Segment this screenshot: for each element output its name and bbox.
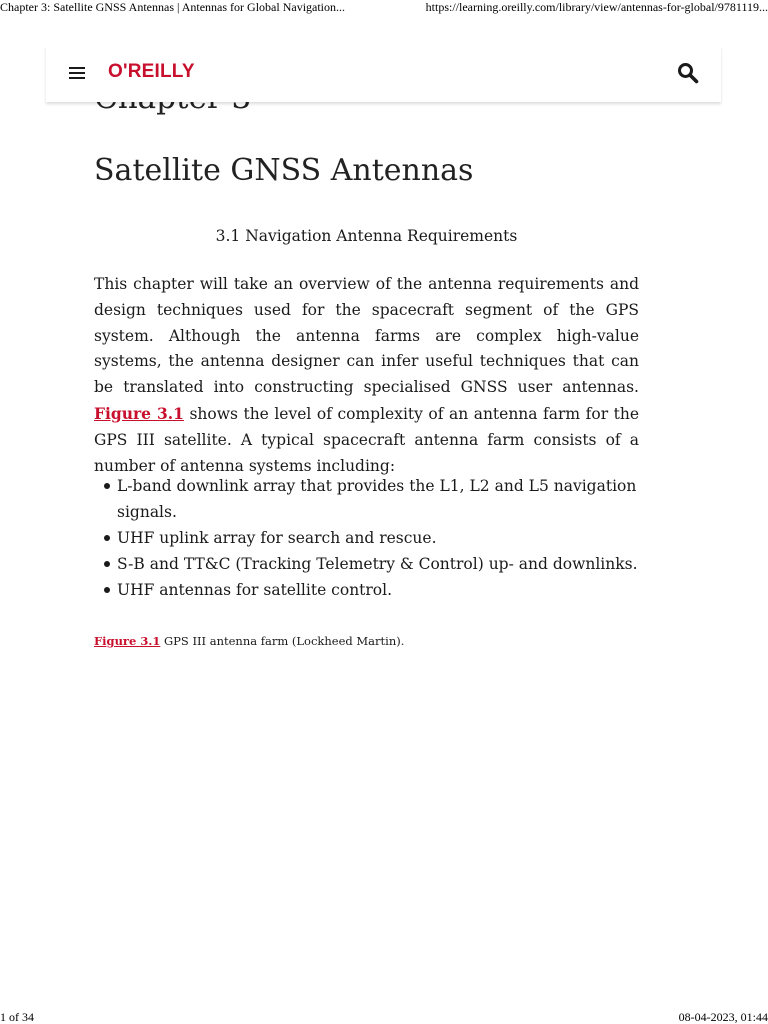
- menu-icon[interactable]: [69, 66, 85, 80]
- caption-figure-link[interactable]: Figure 3.1: [94, 634, 161, 648]
- site-header: [46, 46, 721, 102]
- list-item: L-band downlink array that provides the L1, L2 and L5 navigation signals.: [117, 473, 662, 525]
- antenna-systems-list: [94, 473, 662, 603]
- print-header: [0, 0, 768, 16]
- body-paragraph: [94, 272, 639, 479]
- oreilly-logo[interactable]: O'REILLY: [108, 61, 195, 82]
- paragraph-text-end: shows the level of complexity of an antenna farm for the GPS III satellite. A typical spacecraft antenna farm consists of a number of antenna systems including:: [94, 404, 639, 475]
- print-datetime: 08-04-2023, 01:44: [678, 1010, 768, 1024]
- figure-caption: [94, 634, 404, 648]
- search-icon[interactable]: [677, 62, 699, 84]
- print-header-url: https://learning.oreilly.com/library/view/antennas-for-global/9781119...: [425, 0, 768, 14]
- paragraph-text-start: This chapter will take an overview of the antenna requirements and design techniques used for the spacecraft segment of the GPS system. Although the antenna farms are complex high-value systems, the antenna designer can infer useful techniques that can be translated into constructing specialised GNSS user antennas.: [94, 275, 639, 397]
- print-header-title: Chapter 3: Satellite GNSS Antennas | Antennas for Global Navigation...: [0, 0, 346, 14]
- list-item: S-B and TT&C (Tracking Telemetry & Control) up- and downlinks.: [117, 551, 662, 577]
- section-heading: 3.1 Navigation Antenna Requirements: [215, 227, 518, 245]
- list-item: UHF antennas for satellite control.: [117, 577, 662, 603]
- chapter-title: Satellite GNSS Antennas: [94, 153, 474, 188]
- caption-text: GPS III antenna farm (Lockheed Martin).: [160, 634, 405, 648]
- list-item: UHF uplink array for search and rescue.: [117, 525, 662, 551]
- print-footer: [0, 1010, 768, 1024]
- page-number: 1 of 34: [0, 1010, 34, 1024]
- figure-link[interactable]: Figure 3.1: [94, 403, 184, 423]
